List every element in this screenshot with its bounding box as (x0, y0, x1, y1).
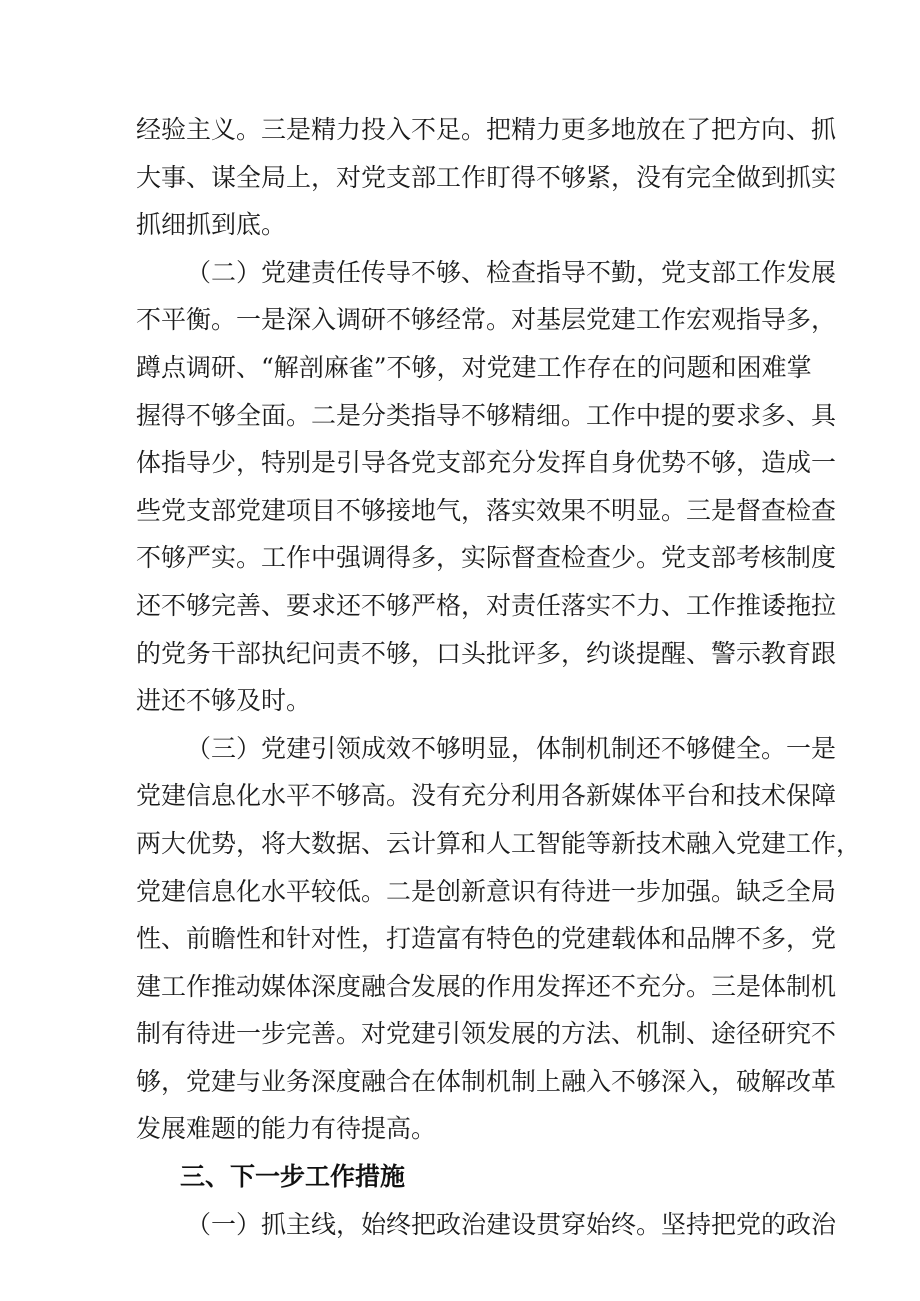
text-line: 建工作推动媒体深度融合发展的作用发挥还不充分。三是体制机 (136, 971, 837, 1001)
text-line: 的党务干部执纪问责不够，口头批评多，约谈提醒、警示教育跟 (136, 638, 837, 668)
text-line: 抓细抓到底。 (136, 210, 287, 240)
section-heading: 三、下一步工作措施 (180, 1162, 406, 1192)
text-line: 进还不够及时。 (136, 686, 312, 716)
paragraph-start-line: （一）抓主线，始终把政治建设贯穿始终。坚持把党的政治 (186, 1209, 837, 1239)
text-line: 还不够完善、要求还不够严格，对责任落实不力、工作推诿拖拉 (136, 590, 837, 620)
paragraph-start-line: （三）党建引领成效不够明显，体制机制还不够健全。一是 (186, 733, 837, 763)
text-line: 两大优势，将大数据、云计算和人工智能等新技术融入党建工作， (136, 828, 862, 858)
text-line: 体指导少，特别是引导各党支部充分发挥自身优势不够，造成一 (136, 448, 837, 478)
text-line: 不平衡。一是深入调研不够经常。对基层党建工作宏观指导多， (136, 305, 837, 335)
text-line: 发展难题的能力有待提高。 (136, 1114, 437, 1144)
text-line: 经验主义。三是精力投入不足。把精力更多地放在了把方向、抓 (136, 115, 837, 144)
text-line: 党建信息化水平不够高。没有充分利用各新媒体平台和技术保障 (136, 781, 837, 811)
text-line: 制有待进一步完善。对党建引领发展的方法、机制、途径研究不 (136, 1019, 837, 1049)
text-line: 性、前瞻性和针对性，打造富有特色的党建载体和品牌不多，党 (136, 924, 837, 954)
text-line: 些党支部党建项目不够接地气，落实效果不明显。三是督查检查 (136, 495, 837, 525)
text-line: 握得不够全面。二是分类指导不够精细。工作中提的要求多、具 (136, 400, 837, 430)
text-line: 大事、谋全局上，对党支部工作盯得不够紧，没有完全做到抓实 (136, 162, 837, 192)
document-body (136, 106, 862, 1248)
text-line: 党建信息化水平较低。二是创新意识有待进一步加强。缺乏全局 (136, 876, 837, 906)
text-line: 够，党建与业务深度融合在体制机制上融入不够深入，破解改革 (136, 1066, 837, 1096)
text-line: 不够严实。工作中强调得多，实际督查检查少。党支部考核制度 (136, 543, 837, 573)
text-line: 蹲点调研、“解剖麻雀”不够，对党建工作存在的问题和困难掌 (136, 352, 812, 382)
paragraph-start-line: （二）党建责任传导不够、检查指导不勤，党支部工作发展 (186, 257, 837, 287)
